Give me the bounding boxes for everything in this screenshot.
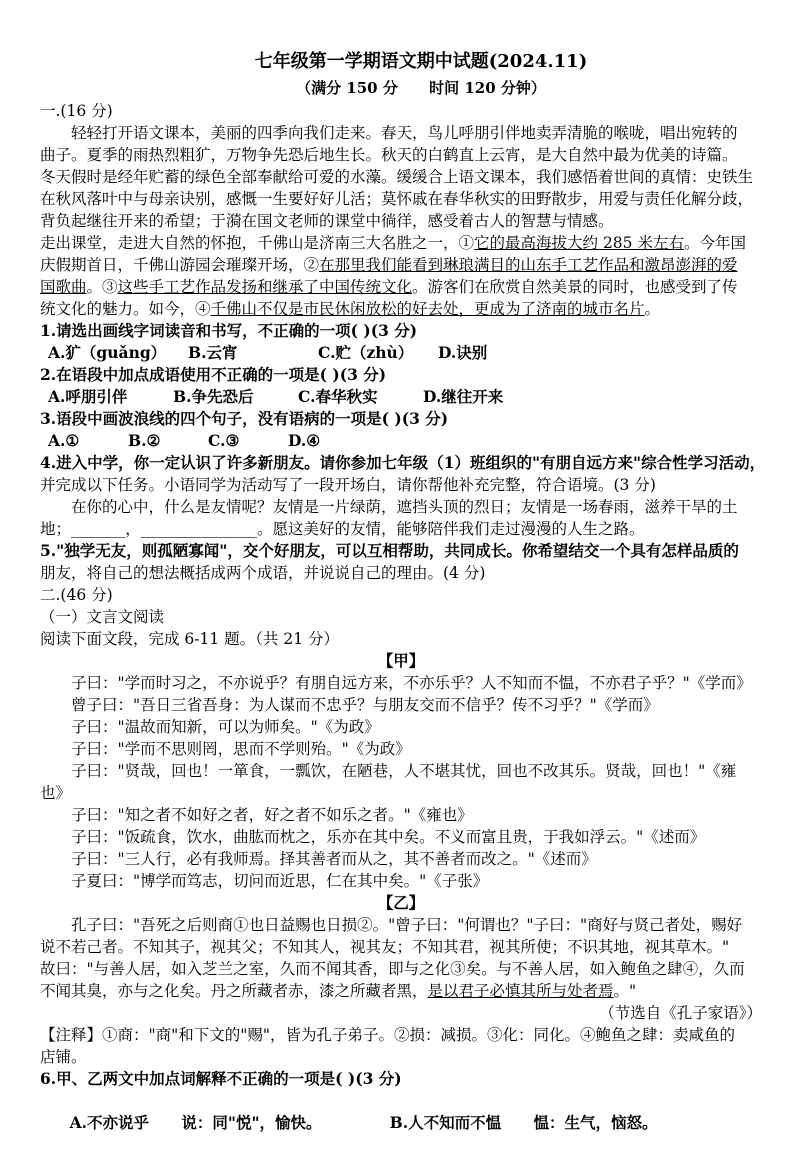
jia-line: 子曰："贤哉，回也！一箪食，一瓢饮，在陋巷，人不堪其忧，回也不改其乐。贤哉，回也！"《雍 [71,762,737,780]
question-1-options [40,342,762,364]
jia-line: 子曰："温故而知新，可以为师矣。"《为政》 [71,718,380,736]
exam-page [40,48,766,1132]
option[interactable]: A.① [48,431,80,450]
question-6-options [40,1090,762,1132]
reading-instruction: 阅读下面文段，完成 6-11 题。（共 21 分） [40,630,340,648]
passage-line: 在秋风落叶中与母亲诀别，感慨一生要好好儿活；莫怀戚在春华秋实的田野散步，用爱与责任化解分歧， [40,190,754,208]
underlined-sentence-yi: 是以君子必慎其所与处者焉 [427,982,614,1000]
option[interactable]: D.诀别 [438,343,488,362]
option[interactable]: B.② [128,431,161,450]
part1-heading: 一.(16 分) [40,102,113,120]
yi-line: 说不若己者。不知其子，视其父；不知其人，视其友；不知其君，视其所使；不识其地，视其草木。" [40,938,730,956]
yi-line: 孔子曰："吾死之后则商①也日益赐也日损②。"曾子曰："何谓也？"子曰："商好与贤己者处，赐好 [71,916,743,934]
underlined-sentence-2: 在那里我们能看到琳琅满目的山东手工艺作品和激昂澎湃的爱 [319,256,738,274]
question-3-options [40,430,762,452]
jia-line: 子曰："学而不思则罔，思而不学则殆。"《为政》 [71,740,411,758]
option[interactable]: C.③ [208,431,240,450]
notes-line: 【注释】①商："商"和下文的"赐"，皆为孔子弟子。②损：减损。③化：同化。④鲍鱼之肆：卖咸鱼的 [40,1026,736,1044]
jia-line: 子夏曰："博学而笃志，切问而近思，仁在其中矣。"《子张》 [71,872,489,890]
exam-subtitle: （满分 150 分 时间 120 分钟） [296,79,546,97]
part2-heading: 二.(46 分) [40,586,113,604]
question-5-line: 朋友，将自己的想法概括成两个成语，并说说自己的理由。(4 分) [40,564,486,582]
question-2: 2.在语段中加点成语使用不正确的一项是( )(3 分) [40,365,387,384]
option[interactable]: A.不亦说乎 说：同"悦"，愉快。 [69,1113,322,1132]
option[interactable]: C.春华秋实 [298,387,378,406]
source-citation: （节选自《孔子家语》） [599,1004,762,1022]
yi-line: 故曰："与善人居，如入芝兰之室，久而不闻其香，即与之化③矣。与不善人居，如入鲍鱼之肆④，久而 [40,960,745,978]
passage2-line: 庆假期首日，千佛山游园会璀璨开场，②在那里我们能看到琳琅满目的山东手工艺作品和激昂澎湃的爱 [40,256,738,274]
question-3: 3.语段中画波浪线的四个句子，没有语病的一项是( )(3 分) [40,409,449,428]
option[interactable]: B.争先恐后 [173,387,254,406]
question-4-line: 并完成以下任务。小语同学为活动写了一段开场白，请你帮他补充完整，符合语境。(3 分) [40,476,656,494]
underlined-sentence-2-cont: 国歌曲 [40,278,87,296]
option[interactable]: D.继往开来 [423,387,504,406]
jia-line: 子曰："学而时习之，不亦说乎？有朋自远方来，不亦乐乎？人不知而不愠，不亦君子乎？"《学而》 [71,674,752,692]
question-5: 5."独学无友，则孤陋寡闻"，交个好朋友，可以互相帮助，共同成长。你希望结交一个具有怎样品质的 [40,541,739,560]
question-6: 6.甲、乙两文中加点词解释不正确的一项是( )(3 分) [40,1069,402,1088]
exam-title: 七年级第一学期语文期中试题(2024.11) [254,51,588,72]
passage-line: 曲子。夏季的雨热烈粗犷，万物争先恐后地生长。秋天的白鹤直上云宵，是大自然中最为优美的诗篇。 [40,146,738,164]
question-4-text: 地；_______，_______________。愿这美好的友情，能够陪伴我们走过漫漫的人生之路。 [40,520,645,538]
underlined-sentence-1: 它的最高海拔大约 285 米左右 [474,234,684,252]
underlined-sentence-4: 千佛山不仅是市民休闲放松的好去处，更成为了济南的城市名片 [210,300,645,318]
question-4: 4.进入中学，你一定认识了许多新朋友。请你参加七年级（1）班组织的"有朋自远方来"综合性学习活动， [40,453,766,472]
option[interactable]: D.④ [288,431,321,450]
question-4-text: 在你的心中，什么是友情呢？友情是一片绿荫，遮挡头顶的烈日；友情是一场春雨，滋养干旱的土 [71,498,738,516]
yi-line: 不闻其臭，亦与之化矣。丹之所藏者赤，漆之所藏者黑，是以君子必慎其所与处者焉。" [40,982,637,1000]
text-yi-label: 【乙】 [377,893,425,912]
jia-line: 曾子曰："吾日三省吾身：为人谋而不忠乎？与朋友交而不信乎？传不习乎？"《学而》 [71,696,659,714]
option[interactable]: B.云宵 [188,343,238,362]
jia-line: 子曰："饭疏食，饮水，曲肱而枕之，乐亦在其中矣。不义而富且贵，于我如浮云。"《述而》 [71,828,706,846]
passage2-line: 走出课堂，走进大自然的怀抱，千佛山是济南三大名胜之一，①它的最高海拔大约 285 米左右。今年国 [40,234,746,252]
option[interactable]: A.犷（guǎng） [48,343,167,362]
jia-line: 子曰："三人行，必有我师焉。择其善者而从之，其不善者而改之。"《述而》 [71,850,597,868]
question-1: 1.请选出画线字词读音和书写，不正确的一项( )(3 分) [40,321,418,340]
passage-line: 冬天假时是经年贮蓄的绿色全部奉献给可爱的水藻。缓缓合上语文课本，我们感悟着世间的真情：史铁生 [40,168,754,186]
passage2-line: 国歌曲。③这些手工艺作品发扬和继承了中国传统文化。游客们在欣赏自然美景的同时，也感受到了传 [40,278,738,296]
notes-line: 店铺。 [40,1048,87,1066]
passage-line: 轻轻打开语文课本，美丽的四季向我们走来。春天，鸟儿呼朋引伴地卖弄清脆的喉咙，唱出宛转的 [71,124,738,142]
question-2-options [40,386,762,408]
option[interactable]: A.呼朋引伴 [48,387,128,406]
passage-line: 背负起继往开来的希望；于漪在国文老师的课堂中徜徉，感受着古人的智慧与情感。 [40,212,614,230]
section-heading: （一）文言文阅读 [40,608,165,626]
jia-line: 也》 [40,784,72,802]
jia-line: 子曰："知之者不如好之者，好之者不如乐之者。"《雍也》 [71,806,473,824]
option[interactable]: C.贮（zhù） [318,343,414,362]
text-jia-label: 【甲】 [377,651,425,670]
option[interactable]: B.人不知而不愠 愠：生气，恼怒。 [389,1113,658,1132]
passage2-line: 统文化的魅力。如今，④千佛山不仅是市民休闲放松的好去处，更成为了济南的城市名片。 [40,300,661,318]
underlined-sentence-3: 这些手工艺作品发扬和继承了中国传统文化 [117,278,413,296]
